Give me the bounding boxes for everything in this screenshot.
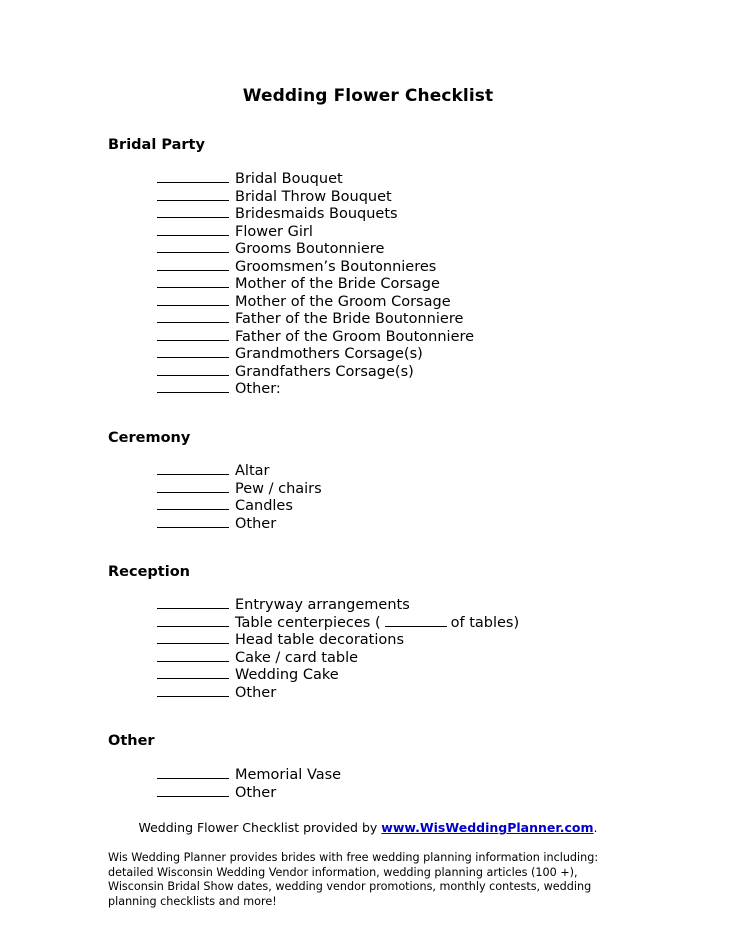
fill-in-blank[interactable] xyxy=(157,187,229,201)
list-item: Cake / card table xyxy=(157,648,519,666)
list-item: Grandfathers Corsage(s) xyxy=(157,362,474,380)
list-item: Mother of the Groom Corsage xyxy=(157,292,474,310)
page-title: Wedding Flower Checklist xyxy=(242,86,494,106)
list-item: Wedding Cake xyxy=(157,665,519,683)
table-count-blank[interactable] xyxy=(385,613,447,627)
section-heading-other: Other xyxy=(108,733,155,749)
fill-in-blank[interactable] xyxy=(157,204,229,218)
footer-description: Wis Wedding Planner provides brides with free wedding planning information including: detailed Wisconsin Wedding Vendor information, wedding planning articles (100 +), Wisconsin Bridal Show dates, wedding vendor promotions, monthly contests, wedding planning checklists and more! xyxy=(108,851,599,908)
fill-in-blank[interactable] xyxy=(157,169,229,183)
ceremony-list xyxy=(157,461,322,531)
fill-in-blank[interactable] xyxy=(157,765,229,779)
list-item: Mother of the Bride Corsage xyxy=(157,274,474,292)
list-item: Other xyxy=(157,683,519,701)
list-item: Bridal Bouquet xyxy=(157,169,474,187)
fill-in-blank[interactable] xyxy=(157,222,229,236)
other-list xyxy=(157,765,341,800)
fill-in-blank[interactable] xyxy=(157,257,229,271)
fill-in-blank[interactable] xyxy=(157,309,229,323)
website-link[interactable]: www.WisWeddingPlanner.com xyxy=(381,820,594,835)
list-item: Bridesmaids Bouquets xyxy=(157,204,474,222)
fill-in-blank[interactable] xyxy=(157,665,229,679)
fill-in-blank[interactable] xyxy=(157,648,229,662)
list-item: Entryway arrangements xyxy=(157,595,519,613)
fill-in-blank[interactable] xyxy=(157,461,229,475)
section-heading-ceremony: Ceremony xyxy=(108,430,191,446)
list-item: Head table decorations xyxy=(157,630,519,648)
list-item: Grandmothers Corsage(s) xyxy=(157,344,474,362)
fill-in-blank[interactable] xyxy=(157,783,229,797)
fill-in-blank[interactable] xyxy=(157,274,229,288)
fill-in-blank[interactable] xyxy=(157,683,229,697)
section-heading-reception: Reception xyxy=(108,564,190,580)
list-item: Bridal Throw Bouquet xyxy=(157,187,474,205)
list-item: Grooms Boutonniere xyxy=(157,239,474,257)
bridal-party-list xyxy=(157,169,474,397)
fill-in-blank[interactable] xyxy=(157,496,229,510)
list-item: Other: xyxy=(157,379,474,397)
list-item: Other xyxy=(157,783,341,801)
list-item: Father of the Groom Boutonniere xyxy=(157,327,474,345)
reception-list xyxy=(157,595,519,700)
list-item: Pew / chairs xyxy=(157,479,322,497)
fill-in-blank[interactable] xyxy=(157,479,229,493)
credit-suffix: . xyxy=(593,820,598,835)
fill-in-blank[interactable] xyxy=(157,344,229,358)
list-item: Other xyxy=(157,514,322,532)
list-item: Altar xyxy=(157,461,322,479)
fill-in-blank[interactable] xyxy=(157,630,229,644)
list-item: Father of the Bride Boutonniere xyxy=(157,309,474,327)
fill-in-blank[interactable] xyxy=(157,292,229,306)
fill-in-blank[interactable] xyxy=(157,595,229,609)
credit-line xyxy=(0,820,736,835)
fill-in-blank[interactable] xyxy=(157,514,229,528)
list-item: Flower Girl xyxy=(157,222,474,240)
list-item: Table centerpieces ( of tables) xyxy=(157,613,519,631)
list-item: Candles xyxy=(157,496,322,514)
fill-in-blank[interactable] xyxy=(157,362,229,376)
credit-prefix: Wedding Flower Checklist provided by xyxy=(138,820,378,835)
fill-in-blank[interactable] xyxy=(157,239,229,253)
list-item: Groomsmen’s Boutonnieres xyxy=(157,257,474,275)
fill-in-blank[interactable] xyxy=(157,613,229,627)
fill-in-blank[interactable] xyxy=(157,379,229,393)
section-heading-bridal-party: Bridal Party xyxy=(108,137,205,153)
list-item: Memorial Vase xyxy=(157,765,341,783)
fill-in-blank[interactable] xyxy=(157,327,229,341)
